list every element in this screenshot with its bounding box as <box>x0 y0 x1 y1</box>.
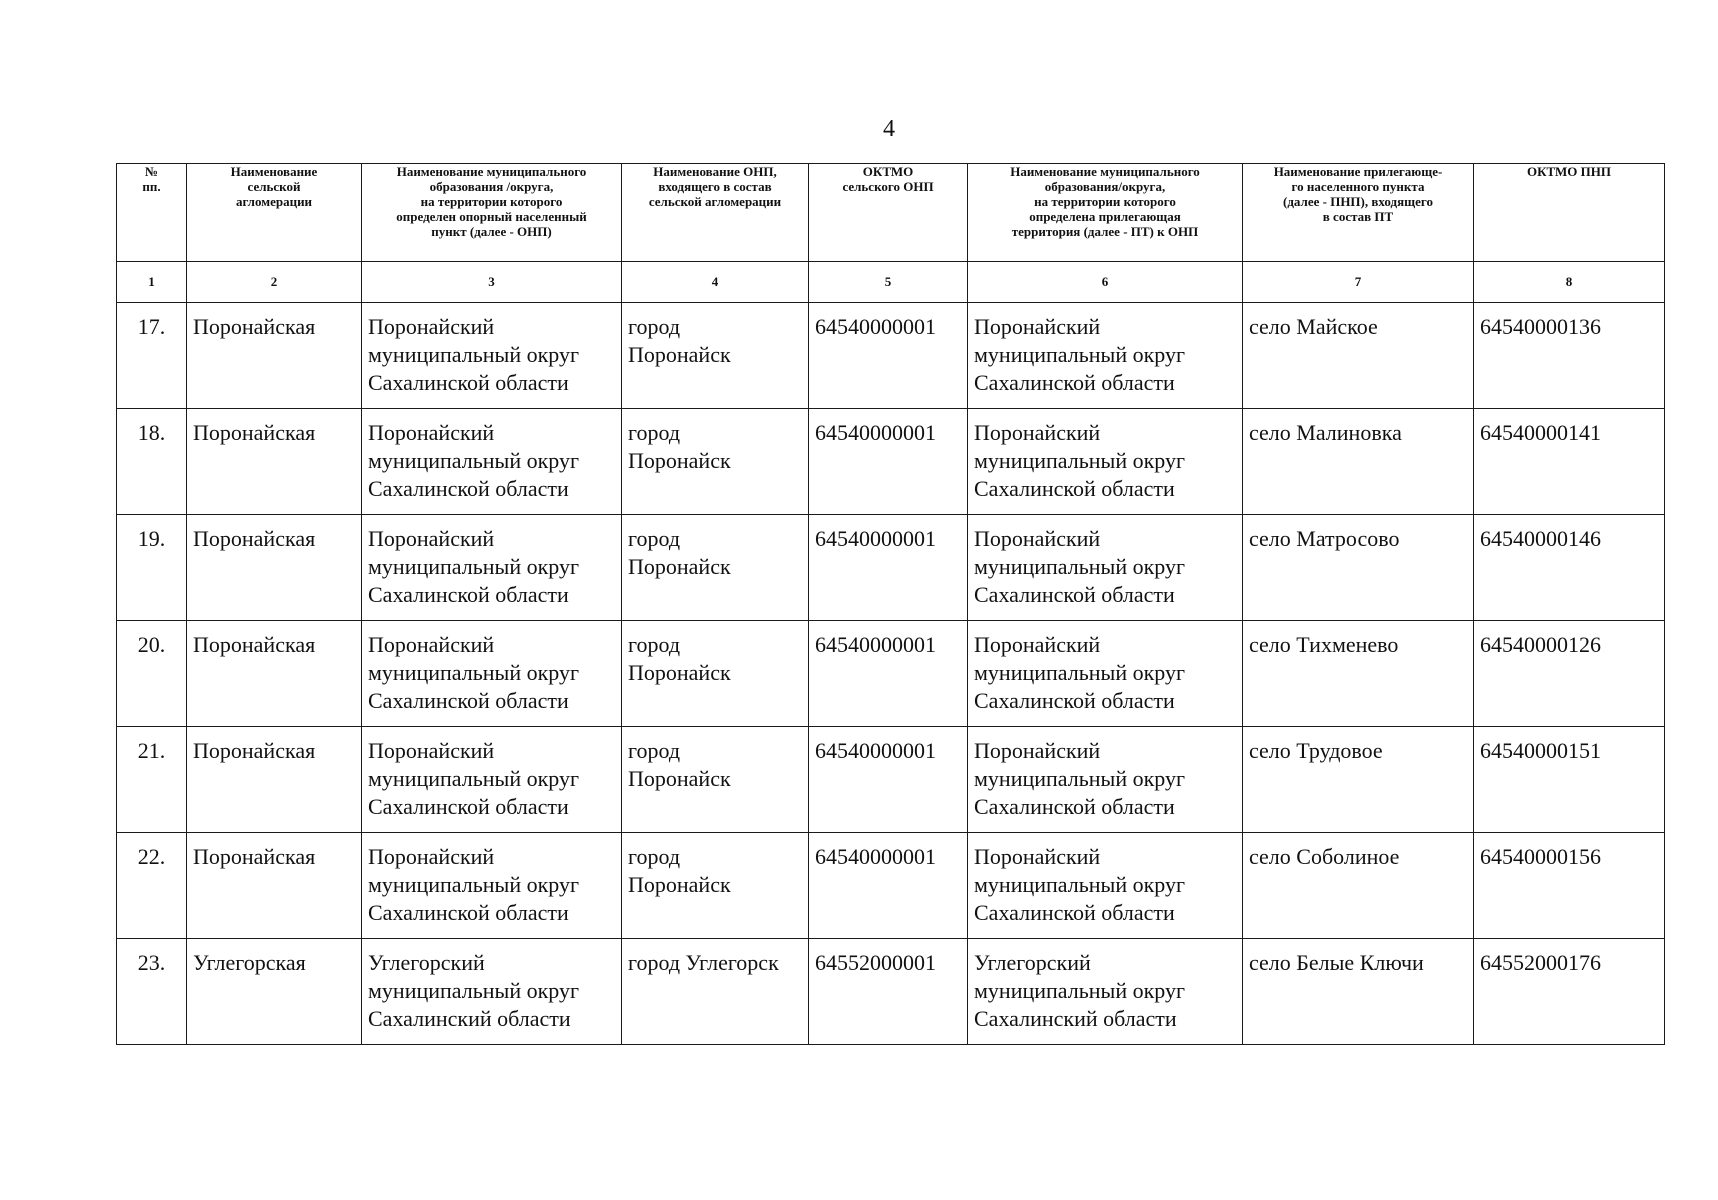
header-line: образования /округа, <box>429 179 554 194</box>
header-line: пункт (далее - ОНП) <box>431 224 552 239</box>
onp-municipality-cell <box>362 939 622 1045</box>
onp-name-line: город <box>628 420 681 445</box>
oktmo-pnp-cell: 64540000126 <box>1474 621 1665 727</box>
pt-municipality-line: Поронайский <box>974 632 1101 657</box>
onp-municipality-cell <box>362 727 622 833</box>
header-line: (далее - ПНП), входящего <box>1283 194 1433 209</box>
agglomeration-name-cell: Поронайская <box>187 515 362 621</box>
header-line: пп. <box>142 179 161 194</box>
header-line: Наименование <box>230 164 318 179</box>
pt-municipality-cell <box>968 303 1243 409</box>
header-line: территория (далее - ПТ) к ОНП <box>1011 224 1199 239</box>
oktmo-pnp-cell: 64540000141 <box>1474 409 1665 515</box>
pt-municipality-cell <box>968 727 1243 833</box>
table-row <box>117 833 1665 939</box>
header-line: Наименование прилегающе- <box>1273 164 1443 179</box>
header-line: агломерации <box>235 194 313 209</box>
column-number-row <box>117 262 1665 303</box>
agglomeration-name-cell: Поронайская <box>187 303 362 409</box>
pnp-name-cell: село Белые Ключи <box>1243 939 1474 1045</box>
pt-municipality-line: муниципальный округ <box>974 342 1186 367</box>
onp-name-cell <box>622 303 809 409</box>
onp-municipality-line: Поронайский <box>368 844 495 869</box>
column-number: 7 <box>1243 262 1474 303</box>
pt-municipality-line: Сахалинской области <box>974 900 1175 925</box>
onp-municipality-cell <box>362 303 622 409</box>
row-number-cell: 23. <box>117 939 187 1045</box>
oktmo-pnp-cell: 64540000156 <box>1474 833 1665 939</box>
onp-municipality-line: муниципальный округ <box>368 660 580 685</box>
header-col-2 <box>187 164 362 262</box>
pnp-name-cell: село Тихменево <box>1243 621 1474 727</box>
header-line: № <box>144 164 159 179</box>
header-line: ОКТМО ПНП <box>1526 164 1611 179</box>
onp-name-cell <box>622 939 809 1045</box>
oktmo-onp-cell: 64552000001 <box>809 939 968 1045</box>
pnp-name-cell: село Майское <box>1243 303 1474 409</box>
onp-name-line: Поронайск <box>628 766 731 791</box>
row-number-cell: 18. <box>117 409 187 515</box>
pt-municipality-line: Сахалинский области <box>974 1006 1177 1031</box>
onp-municipality-line: Углегорский <box>368 950 485 975</box>
header-line: сельской <box>247 179 301 194</box>
header-line: на территории которого <box>420 194 563 209</box>
onp-municipality-line: муниципальный округ <box>368 872 580 897</box>
onp-name-line: Поронайск <box>628 448 731 473</box>
pt-municipality-cell <box>968 833 1243 939</box>
pt-municipality-line: муниципальный округ <box>974 766 1186 791</box>
pt-municipality-line: Сахалинской области <box>974 582 1175 607</box>
onp-name-line: город <box>628 314 681 339</box>
onp-municipality-line: Сахалинской области <box>368 794 569 819</box>
header-line: ОКТМО <box>862 164 914 179</box>
pnp-name-cell: село Трудовое <box>1243 727 1474 833</box>
pnp-name-cell: село Соболиное <box>1243 833 1474 939</box>
header-col-6 <box>968 164 1243 262</box>
onp-municipality-line: Поронайский <box>368 420 495 445</box>
header-line: го населенного пункта <box>1291 179 1425 194</box>
oktmo-pnp-cell: 64540000136 <box>1474 303 1665 409</box>
table-body <box>117 303 1665 1045</box>
onp-municipality-line: муниципальный округ <box>368 342 580 367</box>
pt-municipality-cell <box>968 515 1243 621</box>
table-row <box>117 409 1665 515</box>
onp-municipality-line: Сахалинской области <box>368 688 569 713</box>
pt-municipality-line: Поронайский <box>974 844 1101 869</box>
onp-municipality-line: муниципальный округ <box>368 448 580 473</box>
oktmo-onp-cell: 64540000001 <box>809 303 968 409</box>
agglomeration-name-cell: Углегорская <box>187 939 362 1045</box>
oktmo-onp-cell: 64540000001 <box>809 515 968 621</box>
oktmo-pnp-cell: 64540000151 <box>1474 727 1665 833</box>
pt-municipality-cell <box>968 621 1243 727</box>
page-number: 4 <box>883 116 895 142</box>
header-row <box>117 164 1665 262</box>
header-line: определена прилегающая <box>1029 209 1181 224</box>
onp-name-line: Поронайск <box>628 554 731 579</box>
column-number: 6 <box>968 262 1243 303</box>
onp-name-line: город <box>628 526 681 551</box>
onp-municipality-line: Поронайский <box>368 314 495 339</box>
header-line: Наименование муниципального <box>1010 164 1200 179</box>
column-number: 1 <box>117 262 187 303</box>
onp-name-line: город <box>628 632 681 657</box>
row-number-cell: 20. <box>117 621 187 727</box>
onp-name-cell <box>622 833 809 939</box>
oktmo-onp-cell: 64540000001 <box>809 621 968 727</box>
column-number: 5 <box>809 262 968 303</box>
header-line: сельской агломерации <box>648 194 782 209</box>
onp-name-line: Поронайск <box>628 342 731 367</box>
header-col-7 <box>1243 164 1474 262</box>
row-number-cell: 17. <box>117 303 187 409</box>
header-line: на территории которого <box>1034 194 1176 209</box>
agglomeration-name-cell: Поронайская <box>187 621 362 727</box>
onp-name-line: город <box>628 844 681 869</box>
agglomeration-name-cell: Поронайская <box>187 409 362 515</box>
pt-municipality-line: Поронайский <box>974 526 1101 551</box>
agglomeration-name-cell: Поронайская <box>187 727 362 833</box>
pt-municipality-line: муниципальный округ <box>974 872 1186 897</box>
column-number: 4 <box>622 262 809 303</box>
column-number: 8 <box>1474 262 1665 303</box>
column-number: 2 <box>187 262 362 303</box>
onp-municipality-line: муниципальный округ <box>368 978 580 1003</box>
pt-municipality-line: Сахалинской области <box>974 370 1175 395</box>
onp-municipality-cell <box>362 833 622 939</box>
onp-municipality-cell <box>362 409 622 515</box>
header-col-3 <box>362 164 622 262</box>
pt-municipality-line: муниципальный округ <box>974 978 1186 1003</box>
onp-name-cell <box>622 727 809 833</box>
pt-municipality-cell <box>968 939 1243 1045</box>
onp-municipality-line: Сахалинской области <box>368 900 569 925</box>
oktmo-onp-cell: 64540000001 <box>809 833 968 939</box>
header-line: сельского ОНП <box>842 179 934 194</box>
header-col-8 <box>1474 164 1665 262</box>
header-line: определен опорный населенный <box>396 209 587 224</box>
table-row <box>117 621 1665 727</box>
pnp-name-cell: село Малиновка <box>1243 409 1474 515</box>
header-line: Наименование муниципального <box>396 164 587 179</box>
pt-municipality-line: Углегорский <box>974 950 1091 975</box>
onp-name-line: город Углегорск <box>628 950 779 975</box>
row-number-cell: 19. <box>117 515 187 621</box>
pt-municipality-line: Сахалинской области <box>974 688 1175 713</box>
oktmo-pnp-cell: 64552000176 <box>1474 939 1665 1045</box>
header-line: входящего в состав <box>658 179 772 194</box>
pt-municipality-line: Поронайский <box>974 314 1101 339</box>
onp-municipality-cell <box>362 515 622 621</box>
onp-municipality-line: Сахалинской области <box>368 370 569 395</box>
header-col-4 <box>622 164 809 262</box>
row-number-cell: 21. <box>117 727 187 833</box>
onp-municipality-line: Поронайский <box>368 632 495 657</box>
header-col-1 <box>117 164 187 262</box>
table-row <box>117 727 1665 833</box>
onp-name-line: Поронайск <box>628 872 731 897</box>
onp-name-cell <box>622 409 809 515</box>
pt-municipality-cell <box>968 409 1243 515</box>
header-col-5 <box>809 164 968 262</box>
pt-municipality-line: Поронайский <box>974 420 1101 445</box>
pt-municipality-line: муниципальный округ <box>974 448 1186 473</box>
pt-municipality-line: Сахалинской области <box>974 476 1175 501</box>
onp-municipality-line: Сахалинский области <box>368 1006 571 1031</box>
onp-name-cell <box>622 621 809 727</box>
oktmo-onp-cell: 64540000001 <box>809 727 968 833</box>
onp-name-line: Поронайск <box>628 660 731 685</box>
pt-municipality-line: муниципальный округ <box>974 554 1186 579</box>
onp-municipality-line: муниципальный округ <box>368 554 580 579</box>
oktmo-pnp-cell: 64540000146 <box>1474 515 1665 621</box>
pnp-name-cell: село Матросово <box>1243 515 1474 621</box>
pt-municipality-line: Поронайский <box>974 738 1101 763</box>
onp-name-line: город <box>628 738 681 763</box>
onp-municipality-cell <box>362 621 622 727</box>
table-row <box>117 303 1665 409</box>
oktmo-onp-cell: 64540000001 <box>809 409 968 515</box>
table-row <box>117 515 1665 621</box>
header-line: в состав ПТ <box>1322 209 1394 224</box>
table-row <box>117 939 1665 1045</box>
onp-name-cell <box>622 515 809 621</box>
pt-municipality-line: муниципальный округ <box>974 660 1186 685</box>
onp-municipality-line: Поронайский <box>368 526 495 551</box>
onp-municipality-line: Сахалинской области <box>368 582 569 607</box>
header-line: образования/округа, <box>1044 179 1166 194</box>
onp-municipality-line: Сахалинской области <box>368 476 569 501</box>
onp-municipality-line: Поронайский <box>368 738 495 763</box>
column-number: 3 <box>362 262 622 303</box>
row-number-cell: 22. <box>117 833 187 939</box>
onp-municipality-line: муниципальный округ <box>368 766 580 791</box>
agglomeration-table <box>116 163 1665 1045</box>
pt-municipality-line: Сахалинской области <box>974 794 1175 819</box>
agglomeration-name-cell: Поронайская <box>187 833 362 939</box>
header-line: Наименование ОНП, <box>653 164 777 179</box>
